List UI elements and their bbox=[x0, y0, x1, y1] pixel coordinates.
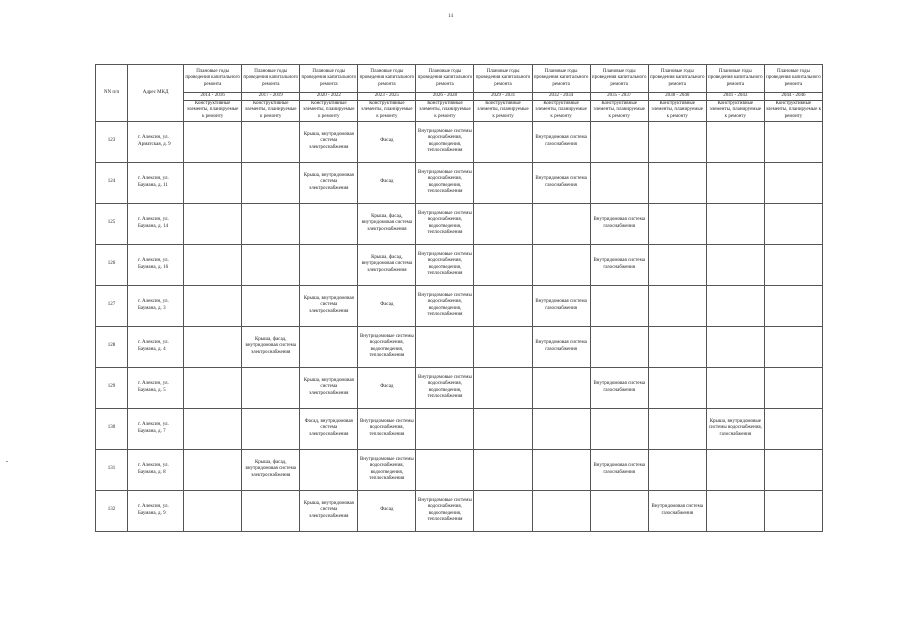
repair-elements-cell: Внутридомовые системы водоснабжения, водоотведения, теплоснабжения bbox=[358, 449, 416, 490]
table-row bbox=[96, 121, 823, 162]
repair-elements-cell bbox=[474, 408, 532, 449]
repair-elements-cell: Внутридомовая система газоснабжения bbox=[648, 490, 706, 531]
row-number: 126 bbox=[96, 244, 128, 285]
scan-mark bbox=[6, 461, 8, 462]
header-year-range: 2017 - 2019 bbox=[242, 93, 300, 101]
row-number: 124 bbox=[96, 162, 128, 203]
row-number: 130 bbox=[96, 408, 128, 449]
repair-elements-cell bbox=[474, 367, 532, 408]
repair-elements-cell bbox=[242, 244, 300, 285]
repair-elements-cell bbox=[242, 162, 300, 203]
header-period-title: Плановые годы проведения капитального ремонта bbox=[358, 65, 416, 93]
repair-elements-cell bbox=[532, 408, 590, 449]
repair-elements-cell bbox=[648, 326, 706, 367]
repair-elements-cell bbox=[532, 244, 590, 285]
repair-elements-cell bbox=[706, 121, 764, 162]
repair-elements-cell bbox=[242, 367, 300, 408]
capital-repair-plan-table bbox=[95, 64, 823, 532]
table-row bbox=[96, 162, 823, 203]
repair-elements-cell bbox=[416, 326, 474, 367]
header-period-title: Плановые годы проведения капитального ремонта bbox=[648, 65, 706, 93]
header-elements: Конструктивные элементы, планируемые к ремонту bbox=[242, 100, 300, 121]
repair-elements-cell bbox=[648, 408, 706, 449]
repair-elements-cell: Внутридомовые системы водоснабжения, водоотведения, теплоснабжения bbox=[358, 326, 416, 367]
header-elements: Конструктивные элементы, планируемые к ремонту bbox=[300, 100, 358, 121]
row-address: г. Алексин, ул. Баумана, д. 16 bbox=[128, 244, 184, 285]
table-row bbox=[96, 408, 823, 449]
repair-elements-cell: Крыша, фасад, внутридомовая система электроснабжения bbox=[358, 203, 416, 244]
repair-elements-cell bbox=[184, 244, 242, 285]
row-number: 127 bbox=[96, 285, 128, 326]
repair-elements-cell bbox=[764, 285, 822, 326]
repair-elements-cell bbox=[300, 449, 358, 490]
table-row bbox=[96, 244, 823, 285]
header-year-range: 2023 - 2025 bbox=[358, 93, 416, 101]
repair-elements-cell: Фасад bbox=[358, 367, 416, 408]
repair-elements-cell bbox=[474, 326, 532, 367]
repair-elements-cell bbox=[706, 244, 764, 285]
header-num: NN п/п bbox=[96, 65, 128, 122]
repair-elements-cell bbox=[300, 326, 358, 367]
repair-elements-cell: Крыша, внутридомовая система электроснабжения bbox=[300, 285, 358, 326]
repair-elements-cell bbox=[184, 367, 242, 408]
row-address: г. Алексин, ул. Баумана, д. 11 bbox=[128, 162, 184, 203]
repair-elements-cell bbox=[416, 449, 474, 490]
repair-elements-cell: Внутридомовая система газоснабжения bbox=[532, 285, 590, 326]
repair-elements-cell: Внутридомовые системы водоснабжения, водоотведения, теплоснабжения bbox=[416, 121, 474, 162]
repair-elements-cell bbox=[764, 408, 822, 449]
repair-elements-cell bbox=[532, 203, 590, 244]
repair-elements-cell bbox=[474, 121, 532, 162]
row-number: 132 bbox=[96, 490, 128, 531]
repair-elements-cell bbox=[300, 244, 358, 285]
repair-elements-cell: Внутридомовая система газоснабжения bbox=[532, 162, 590, 203]
repair-elements-cell bbox=[242, 203, 300, 244]
header-address: Адрес МКД bbox=[128, 65, 184, 122]
repair-elements-cell bbox=[590, 162, 648, 203]
table-row bbox=[96, 367, 823, 408]
repair-elements-cell bbox=[242, 121, 300, 162]
row-address: г. Алексин, ул. Баумана, д. 4 bbox=[128, 326, 184, 367]
header-elements: Конструктивные элементы, планируемые к ремонту bbox=[706, 100, 764, 121]
repair-elements-cell bbox=[590, 121, 648, 162]
repair-elements-cell bbox=[648, 121, 706, 162]
repair-elements-cell: Крыша, фасад, внутридомовая система электроснабжения bbox=[358, 244, 416, 285]
repair-elements-cell: Внутридомовая система газоснабжения bbox=[532, 121, 590, 162]
repair-elements-cell bbox=[648, 244, 706, 285]
repair-elements-cell bbox=[648, 162, 706, 203]
repair-elements-cell bbox=[242, 285, 300, 326]
repair-elements-cell bbox=[474, 203, 532, 244]
header-year-range: 2038 - 2040 bbox=[648, 93, 706, 101]
repair-elements-cell bbox=[532, 367, 590, 408]
header-year-range: 2044 - 2046 bbox=[764, 93, 822, 101]
row-address: г. Алексин, ул. Баумана, д. 9 bbox=[128, 490, 184, 531]
repair-elements-cell bbox=[184, 490, 242, 531]
table-row bbox=[96, 285, 823, 326]
page-number: 14 bbox=[448, 14, 453, 19]
repair-elements-cell: Фасад bbox=[358, 490, 416, 531]
repair-elements-cell: Крыша, внутридомовая система электроснабжения bbox=[300, 121, 358, 162]
row-address: г. Алексин, ул. Баумана, д. 3 bbox=[128, 285, 184, 326]
row-number: 129 bbox=[96, 367, 128, 408]
repair-elements-cell bbox=[706, 449, 764, 490]
table-row bbox=[96, 203, 823, 244]
repair-elements-cell: Фасад bbox=[358, 162, 416, 203]
repair-elements-cell: Крыша, внутридомовая система электроснабжения bbox=[300, 490, 358, 531]
header-period-title: Плановые годы проведения капитального ремонта bbox=[300, 65, 358, 93]
repair-elements-cell: Внутридомовая система газоснабжения bbox=[590, 203, 648, 244]
repair-elements-cell bbox=[706, 203, 764, 244]
repair-elements-cell: Внутридомовая система газоснабжения bbox=[532, 326, 590, 367]
repair-elements-cell bbox=[184, 285, 242, 326]
row-number: 125 bbox=[96, 203, 128, 244]
table-row bbox=[96, 326, 823, 367]
row-address: г. Алексин, ул. Баумана, д. 14 bbox=[128, 203, 184, 244]
repair-elements-cell bbox=[648, 449, 706, 490]
repair-elements-cell bbox=[184, 162, 242, 203]
repair-elements-cell bbox=[764, 244, 822, 285]
repair-elements-cell bbox=[590, 408, 648, 449]
repair-elements-cell bbox=[474, 285, 532, 326]
repair-elements-cell: Внутридомовая система газоснабжения bbox=[590, 244, 648, 285]
repair-elements-cell: Внутридомовая система газоснабжения bbox=[590, 367, 648, 408]
header-elements: Конструктивные элементы, планируемые к ремонту bbox=[532, 100, 590, 121]
header-elements: Конструктивные элементы, планируемые к ремонту bbox=[764, 100, 822, 121]
repair-elements-cell bbox=[648, 367, 706, 408]
repair-elements-cell bbox=[474, 490, 532, 531]
header-elements: Конструктивные элементы, планируемые к ремонту bbox=[590, 100, 648, 121]
header-elements: Конструктивные элементы, планируемые к ремонту bbox=[416, 100, 474, 121]
repair-elements-cell bbox=[706, 162, 764, 203]
header-elements: Конструктивные элементы, планируемые к ремонту bbox=[474, 100, 532, 121]
repair-elements-cell bbox=[648, 203, 706, 244]
repair-elements-cell: Внутридомовые системы водоснабжения, водоотведения, теплоснабжения bbox=[416, 162, 474, 203]
repair-elements-cell bbox=[242, 408, 300, 449]
header-period-title: Плановые годы проведения капитального ремонта bbox=[242, 65, 300, 93]
repair-elements-cell bbox=[590, 326, 648, 367]
repair-elements-cell bbox=[764, 449, 822, 490]
repair-elements-cell: Фасад bbox=[358, 121, 416, 162]
repair-elements-cell bbox=[590, 285, 648, 326]
repair-elements-cell bbox=[184, 203, 242, 244]
repair-elements-cell: Внутридомовые системы водоснабжения, водоотведения, теплоснабжения bbox=[416, 490, 474, 531]
repair-elements-cell bbox=[532, 449, 590, 490]
row-address: г. Алексин, ул. Арматская, д. 9 bbox=[128, 121, 184, 162]
repair-elements-cell: Внутридомовые системы водоснабжения, водоотведения, теплоснабжения bbox=[416, 244, 474, 285]
repair-elements-cell bbox=[764, 203, 822, 244]
header-period-title: Плановые годы проведения капитального ремонта bbox=[184, 65, 242, 93]
repair-elements-cell bbox=[706, 326, 764, 367]
table-row bbox=[96, 449, 823, 490]
repair-elements-cell bbox=[764, 121, 822, 162]
repair-elements-cell bbox=[764, 326, 822, 367]
header-period-title: Плановые годы проведения капитального ремонта bbox=[532, 65, 590, 93]
header-year-range: 2029 - 2031 bbox=[474, 93, 532, 101]
header-year-range: 2020 - 2022 bbox=[300, 93, 358, 101]
row-number: 123 bbox=[96, 121, 128, 162]
repair-elements-cell bbox=[706, 490, 764, 531]
repair-elements-cell: Фасад, внутридомовая система электроснабжения bbox=[300, 408, 358, 449]
header-period-title: Плановые годы проведения капитального ремонта bbox=[416, 65, 474, 93]
row-number: 128 bbox=[96, 326, 128, 367]
repair-elements-cell: Крыша, фасад, внутридомовая система электроснабжения bbox=[242, 326, 300, 367]
repair-elements-cell bbox=[184, 449, 242, 490]
repair-elements-cell: Внутридомовые системы водоснабжения, теплоснабжения bbox=[358, 408, 416, 449]
repair-elements-cell bbox=[532, 490, 590, 531]
row-number: 131 bbox=[96, 449, 128, 490]
repair-elements-cell bbox=[648, 285, 706, 326]
row-address: г. Алексин, ул. Баумана, д. 8 bbox=[128, 449, 184, 490]
repair-elements-cell: Внутридомовые системы водоснабжения, водоотведения, теплоснабжения bbox=[416, 367, 474, 408]
repair-elements-cell bbox=[474, 162, 532, 203]
header-year-range: 2041 - 2043 bbox=[706, 93, 764, 101]
header-period-title: Плановые годы проведения капитального ремонта bbox=[474, 65, 532, 93]
repair-elements-cell: Крыша, внутридомовые системы водоснабжения, газоснабжения bbox=[706, 408, 764, 449]
repair-elements-cell bbox=[764, 367, 822, 408]
repair-elements-cell bbox=[184, 326, 242, 367]
repair-elements-cell: Внутридомовая система газоснабжения bbox=[590, 449, 648, 490]
repair-elements-cell bbox=[590, 490, 648, 531]
table-row bbox=[96, 490, 823, 531]
header-period-title: Плановые годы проведения капитального ремонта bbox=[764, 65, 822, 93]
header-year-range: 2026 - 2028 bbox=[416, 93, 474, 101]
header-period-title: Плановые годы проведения капитального ремонта bbox=[590, 65, 648, 93]
repair-elements-cell bbox=[184, 408, 242, 449]
header-period-title: Плановые годы проведения капитального ремонта bbox=[706, 65, 764, 93]
header-year-range: 2035 - 2037 bbox=[590, 93, 648, 101]
repair-elements-cell bbox=[706, 285, 764, 326]
repair-elements-cell bbox=[474, 449, 532, 490]
header-elements: Конструктивные элементы, планируемые к ремонту bbox=[358, 100, 416, 121]
repair-elements-cell: Внутридомовые системы водоснабжения, водоотведения, теплоснабжения bbox=[416, 285, 474, 326]
repair-elements-cell bbox=[764, 162, 822, 203]
header-year-range: 2032 - 2034 bbox=[532, 93, 590, 101]
header-elements: Конструктивные элементы, планируемые к ремонту bbox=[184, 100, 242, 121]
repair-elements-cell: Внутридомовые системы водоснабжения, водоотведения, теплоснабжения bbox=[416, 203, 474, 244]
repair-elements-cell bbox=[764, 490, 822, 531]
repair-elements-cell bbox=[300, 203, 358, 244]
row-address: г. Алексин, ул. Баумана, д. 7 bbox=[128, 408, 184, 449]
repair-elements-cell bbox=[474, 244, 532, 285]
repair-elements-cell bbox=[184, 121, 242, 162]
repair-elements-cell: Крыша, фасад, внутридомовая система электроснабжения bbox=[242, 449, 300, 490]
repair-elements-cell: Крыша, внутридомовая система электроснабжения bbox=[300, 367, 358, 408]
row-address: г. Алексин, ул. Баумана, д. 5 bbox=[128, 367, 184, 408]
repair-elements-cell bbox=[416, 408, 474, 449]
repair-elements-cell: Крыша, внутридомовая система электроснабжения bbox=[300, 162, 358, 203]
header-elements: Конструктивные элементы, планируемые к ремонту bbox=[648, 100, 706, 121]
repair-elements-cell bbox=[242, 490, 300, 531]
repair-elements-cell: Фасад bbox=[358, 285, 416, 326]
repair-elements-cell bbox=[706, 367, 764, 408]
header-year-range: 2014 - 2016 bbox=[184, 93, 242, 101]
